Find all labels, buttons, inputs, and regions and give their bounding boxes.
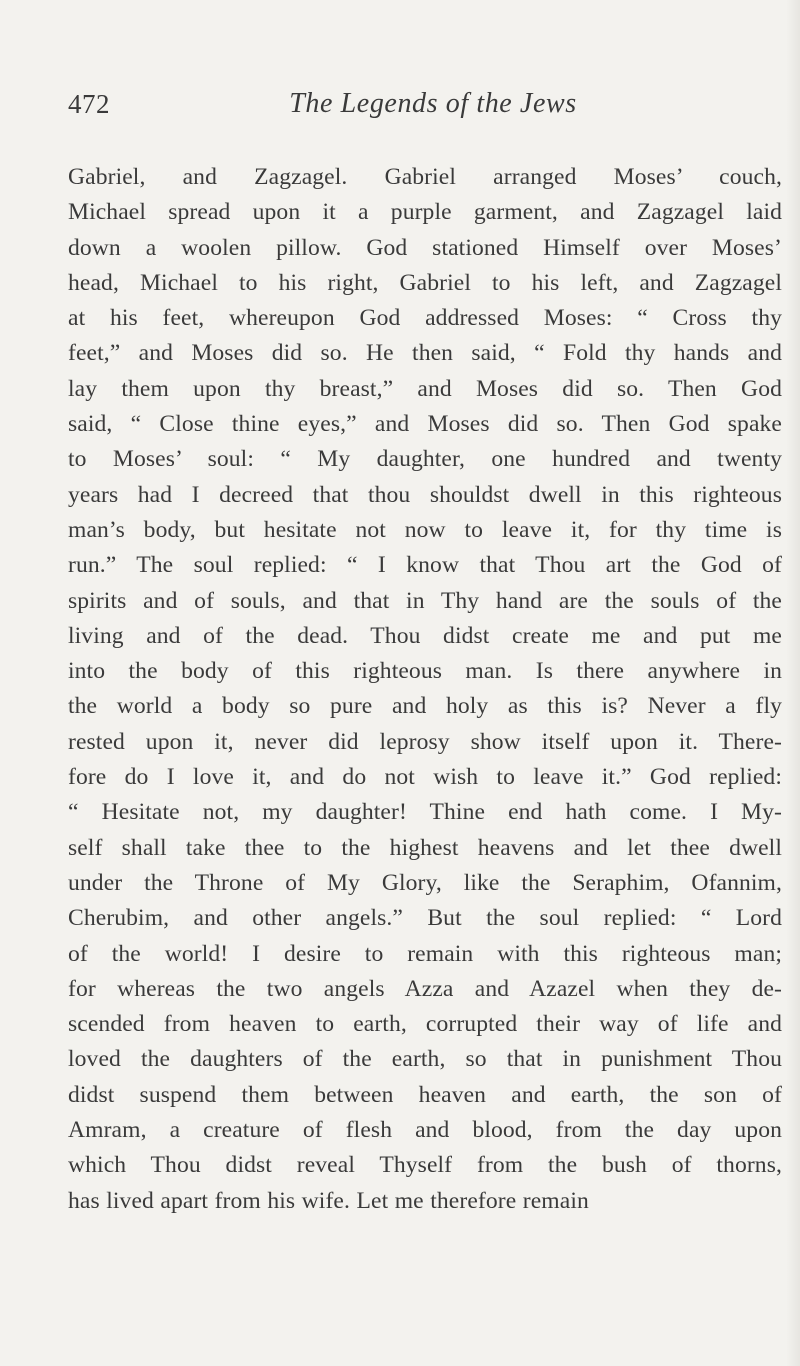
text-line: the world a body so pure and holy as this is? Never a fly [68, 693, 782, 720]
text-line: at his feet, whereupon God addressed Moses: “ Cross thy [68, 305, 782, 332]
text-line: down a woolen pillow. God stationed Himself over Moses’ [68, 234, 782, 261]
text-line: Michael spread upon it a purple garment, and Zagzagel laid [68, 199, 782, 226]
text-line: years had I decreed that thou shouldst dwell in this righteous [68, 481, 782, 508]
text-line: spirits and of souls, and that in Thy hand are the souls of the [68, 587, 782, 614]
text-line: “ Hesitate not, my daughter! Thine end hath come. I My- [68, 799, 782, 826]
text-line: head, Michael to his right, Gabriel to his left, and Zagzagel [68, 269, 782, 296]
text-line: under the Throne of My Glory, like the Seraphim, Ofannim, [68, 869, 782, 896]
body-text [68, 160, 782, 1219]
text-line: lay them upon thy breast,” and Moses did so. Then God [68, 375, 782, 402]
text-line: which Thou didst reveal Thyself from the bush of thorns, [68, 1152, 782, 1179]
text-line: scended from heaven to earth, corrupted their way of life and [68, 1011, 782, 1038]
text-line: has lived apart from his wife. Let me therefore remain [68, 1187, 589, 1214]
text-line: Cherubim, and other angels.” But the soul replied: “ Lord [68, 905, 782, 932]
page-number: 472 [68, 89, 110, 119]
text-line: rested upon it, never did leprosy show itself upon it. There- [68, 728, 782, 755]
page-header [68, 88, 782, 128]
text-line: into the body of this righteous man. Is there anywhere in [68, 658, 782, 685]
text-line: man’s body, but hesitate not now to leave it, for thy time is [68, 516, 782, 543]
running-title: The Legends of the Jews [289, 88, 577, 119]
text-line: said, “ Close thine eyes,” and Moses did so. Then God spake [68, 411, 782, 438]
text-line: Amram, a creature of flesh and blood, from the day upon [68, 1117, 782, 1144]
text-line: didst suspend them between heaven and earth, the son of [68, 1081, 782, 1108]
text-line: fore do I love it, and do not wish to leave it.” God replied: [68, 764, 782, 791]
text-line: living and of the dead. Thou didst create me and put me [68, 622, 782, 649]
text-line: run.” The soul replied: “ I know that Thou art the God of [68, 552, 782, 579]
text-line: for whereas the two angels Azza and Azazel when they de- [68, 975, 782, 1002]
text-line: to Moses’ soul: “ My daughter, one hundred and twenty [68, 446, 782, 473]
text-line: feet,” and Moses did so. He then said, “ Fold thy hands and [68, 340, 782, 367]
text-line: Gabriel, and Zagzagel. Gabriel arranged Moses’ couch, [68, 164, 782, 190]
page-edge-shadow [786, 0, 800, 1366]
text-line: loved the daughters of the earth, so that in punishment Thou [68, 1046, 782, 1073]
text-line: self shall take thee to the highest heavens and let thee dwell [68, 834, 782, 861]
text-line: of the world! I desire to remain with this righteous man; [68, 940, 782, 967]
